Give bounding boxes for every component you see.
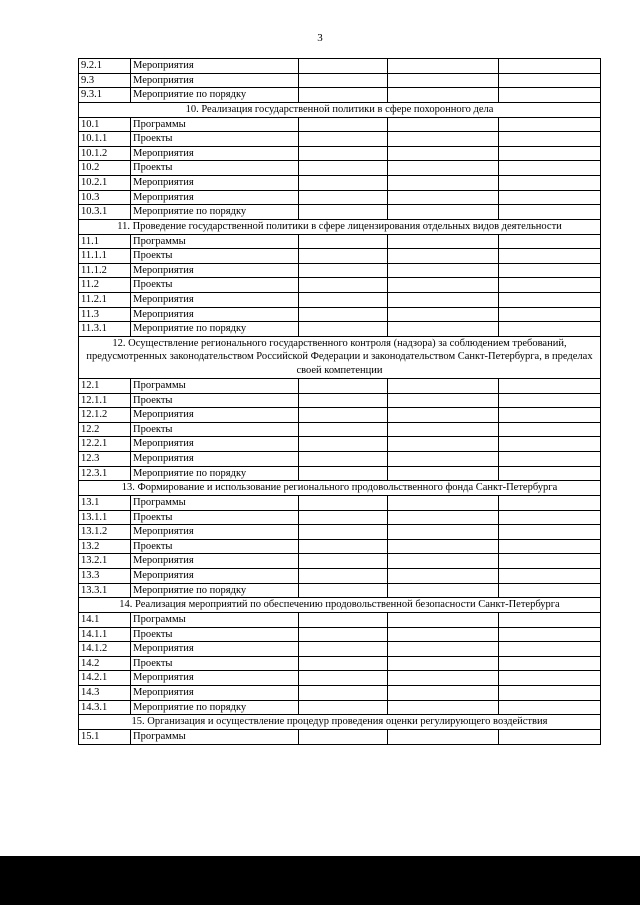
empty-cell: [499, 408, 601, 423]
table-row: [79, 656, 601, 671]
row-code: 12.3: [79, 452, 131, 467]
table-row: [79, 700, 601, 715]
table-row: [79, 117, 601, 132]
empty-cell: [499, 700, 601, 715]
empty-cell: [499, 554, 601, 569]
row-code: 15.1: [79, 729, 131, 744]
row-label: Программы: [131, 234, 299, 249]
empty-cell: [388, 539, 499, 554]
table-row: [79, 263, 601, 278]
empty-cell: [388, 700, 499, 715]
empty-cell: [299, 190, 388, 205]
row-label: Мероприятия: [131, 642, 299, 657]
empty-cell: [299, 525, 388, 540]
empty-cell: [499, 132, 601, 147]
empty-cell: [499, 278, 601, 293]
empty-cell: [499, 234, 601, 249]
section-header-row: [79, 715, 601, 730]
empty-cell: [388, 307, 499, 322]
empty-cell: [299, 642, 388, 657]
section-header-row: [79, 219, 601, 234]
empty-cell: [499, 627, 601, 642]
empty-cell: [388, 612, 499, 627]
empty-cell: [499, 496, 601, 511]
row-label: Мероприятия: [131, 408, 299, 423]
activities-table: [78, 58, 601, 745]
page-number: 3: [317, 32, 323, 44]
row-label: Мероприятия: [131, 437, 299, 452]
empty-cell: [299, 539, 388, 554]
table-row: [79, 161, 601, 176]
table-row: [79, 437, 601, 452]
empty-cell: [299, 569, 388, 584]
table-row: [79, 408, 601, 423]
empty-cell: [299, 656, 388, 671]
empty-cell: [299, 379, 388, 394]
row-code: 14.3: [79, 685, 131, 700]
empty-cell: [499, 539, 601, 554]
empty-cell: [499, 73, 601, 88]
empty-cell: [299, 422, 388, 437]
empty-cell: [499, 437, 601, 452]
empty-cell: [299, 175, 388, 190]
table-row: [79, 73, 601, 88]
empty-cell: [299, 307, 388, 322]
row-code: 14.2.1: [79, 671, 131, 686]
row-code: 11.3.1: [79, 322, 131, 337]
empty-cell: [388, 408, 499, 423]
row-label: Мероприятие по порядку: [131, 700, 299, 715]
row-label: Проекты: [131, 656, 299, 671]
empty-cell: [499, 642, 601, 657]
row-label: Мероприятия: [131, 190, 299, 205]
row-label: Проекты: [131, 249, 299, 264]
table-row: [79, 569, 601, 584]
empty-cell: [388, 729, 499, 744]
table-row: [79, 554, 601, 569]
empty-cell: [388, 452, 499, 467]
row-label: Мероприятия: [131, 59, 299, 74]
empty-cell: [499, 322, 601, 337]
empty-cell: [388, 656, 499, 671]
empty-cell: [499, 117, 601, 132]
empty-cell: [388, 685, 499, 700]
empty-cell: [299, 437, 388, 452]
table-row: [79, 278, 601, 293]
row-label: Мероприятия: [131, 452, 299, 467]
empty-cell: [499, 729, 601, 744]
table-row: [79, 307, 601, 322]
row-code: 12.1.2: [79, 408, 131, 423]
row-code: 11.1.1: [79, 249, 131, 264]
empty-cell: [499, 307, 601, 322]
section-header-row: [79, 598, 601, 613]
row-code: 11.2.1: [79, 292, 131, 307]
empty-cell: [499, 583, 601, 598]
empty-cell: [388, 292, 499, 307]
empty-cell: [299, 249, 388, 264]
empty-cell: [299, 146, 388, 161]
empty-cell: [299, 554, 388, 569]
row-label: Мероприятия: [131, 292, 299, 307]
row-code: 11.3: [79, 307, 131, 322]
row-code: 9.2.1: [79, 59, 131, 74]
table-row: [79, 539, 601, 554]
row-label: Проекты: [131, 278, 299, 293]
section-title: 15. Организация и осуществление процедур проведения оценки регулирующего воздействия: [79, 715, 601, 730]
table-row: [79, 175, 601, 190]
empty-cell: [499, 249, 601, 264]
empty-cell: [388, 161, 499, 176]
empty-cell: [388, 263, 499, 278]
empty-cell: [499, 59, 601, 74]
empty-cell: [299, 88, 388, 103]
table-row: [79, 292, 601, 307]
row-code: 11.2: [79, 278, 131, 293]
empty-cell: [499, 452, 601, 467]
empty-cell: [299, 466, 388, 481]
empty-cell: [499, 656, 601, 671]
row-label: Мероприятие по порядку: [131, 205, 299, 220]
activities-table-body: [79, 59, 601, 745]
empty-cell: [299, 161, 388, 176]
row-label: Мероприятия: [131, 175, 299, 190]
row-code: 12.1: [79, 379, 131, 394]
empty-cell: [499, 292, 601, 307]
row-code: 13.2.1: [79, 554, 131, 569]
row-code: 10.2: [79, 161, 131, 176]
empty-cell: [388, 205, 499, 220]
empty-cell: [499, 510, 601, 525]
table-row: [79, 322, 601, 337]
empty-cell: [299, 132, 388, 147]
empty-cell: [299, 685, 388, 700]
row-code: 10.1.1: [79, 132, 131, 147]
row-code: 12.1.1: [79, 393, 131, 408]
empty-cell: [299, 292, 388, 307]
row-code: 12.2: [79, 422, 131, 437]
empty-cell: [388, 146, 499, 161]
empty-cell: [299, 452, 388, 467]
empty-cell: [388, 88, 499, 103]
empty-cell: [299, 583, 388, 598]
empty-cell: [499, 422, 601, 437]
empty-cell: [499, 685, 601, 700]
row-label: Проекты: [131, 422, 299, 437]
table-row: [79, 496, 601, 511]
empty-cell: [299, 408, 388, 423]
empty-cell: [299, 59, 388, 74]
empty-cell: [499, 466, 601, 481]
row-label: Мероприятия: [131, 671, 299, 686]
empty-cell: [388, 671, 499, 686]
table-row: [79, 379, 601, 394]
row-code: 13.3.1: [79, 583, 131, 598]
empty-cell: [499, 263, 601, 278]
empty-cell: [299, 496, 388, 511]
section-title: 12. Осуществление регионального государственного контроля (надзора) за соблюдением требований, предусмотренных законодательством Российской Федерации и законодательством Санкт-Петербурга, в пределах своей компетенции: [79, 336, 601, 378]
empty-cell: [499, 205, 601, 220]
empty-cell: [299, 73, 388, 88]
empty-cell: [499, 393, 601, 408]
row-label: Мероприятия: [131, 569, 299, 584]
row-label: Программы: [131, 496, 299, 511]
empty-cell: [499, 88, 601, 103]
empty-cell: [299, 700, 388, 715]
section-title: 11. Проведение государственной политики в сфере лицензирования отдельных видов деятельности: [79, 219, 601, 234]
empty-cell: [388, 190, 499, 205]
empty-cell: [388, 322, 499, 337]
row-code: 14.1.2: [79, 642, 131, 657]
row-label: Мероприятия: [131, 685, 299, 700]
row-code: 9.3: [79, 73, 131, 88]
row-label: Мероприятие по порядку: [131, 88, 299, 103]
empty-cell: [388, 132, 499, 147]
empty-cell: [388, 393, 499, 408]
empty-cell: [388, 117, 499, 132]
row-label: Программы: [131, 729, 299, 744]
row-label: Мероприятия: [131, 554, 299, 569]
table-row: [79, 612, 601, 627]
row-code: 10.2.1: [79, 175, 131, 190]
empty-cell: [499, 612, 601, 627]
row-label: Проекты: [131, 393, 299, 408]
row-code: 13.3: [79, 569, 131, 584]
row-code: 10.1: [79, 117, 131, 132]
empty-cell: [388, 496, 499, 511]
empty-cell: [388, 59, 499, 74]
empty-cell: [388, 175, 499, 190]
empty-cell: [499, 525, 601, 540]
empty-cell: [299, 510, 388, 525]
row-label: Проекты: [131, 132, 299, 147]
row-label: Программы: [131, 117, 299, 132]
row-code: 12.3.1: [79, 466, 131, 481]
empty-cell: [299, 729, 388, 744]
empty-cell: [499, 175, 601, 190]
row-label: Проекты: [131, 627, 299, 642]
empty-cell: [499, 671, 601, 686]
row-code: 10.3: [79, 190, 131, 205]
empty-cell: [299, 322, 388, 337]
row-code: 13.2: [79, 539, 131, 554]
table-row: [79, 627, 601, 642]
row-code: 14.3.1: [79, 700, 131, 715]
table-row: [79, 146, 601, 161]
row-code: 13.1.2: [79, 525, 131, 540]
row-label: Мероприятие по порядку: [131, 466, 299, 481]
empty-cell: [388, 510, 499, 525]
table-row: [79, 249, 601, 264]
empty-cell: [388, 569, 499, 584]
empty-cell: [388, 642, 499, 657]
section-title: 13. Формирование и использование регионального продовольственного фонда Санкт-Петербурга: [79, 481, 601, 496]
table-row: [79, 422, 601, 437]
table-row: [79, 393, 601, 408]
row-code: 12.2.1: [79, 437, 131, 452]
row-code: 9.3.1: [79, 88, 131, 103]
empty-cell: [388, 583, 499, 598]
row-label: Мероприятия: [131, 525, 299, 540]
row-code: 13.1: [79, 496, 131, 511]
row-label: Мероприятия: [131, 263, 299, 278]
empty-cell: [299, 671, 388, 686]
row-label: Программы: [131, 379, 299, 394]
row-label: Проекты: [131, 539, 299, 554]
empty-cell: [299, 117, 388, 132]
section-title: 10. Реализация государственной политики в сфере похоронного дела: [79, 102, 601, 117]
row-code: 14.2: [79, 656, 131, 671]
empty-cell: [388, 278, 499, 293]
row-code: 13.1.1: [79, 510, 131, 525]
empty-cell: [299, 278, 388, 293]
empty-cell: [388, 525, 499, 540]
empty-cell: [499, 569, 601, 584]
table-row: [79, 59, 601, 74]
empty-cell: [299, 612, 388, 627]
empty-cell: [299, 393, 388, 408]
row-label: Мероприятия: [131, 146, 299, 161]
section-header-row: [79, 102, 601, 117]
scan-bottom-edge: [0, 856, 640, 905]
table-row: [79, 525, 601, 540]
row-code: 11.1: [79, 234, 131, 249]
section-title: 14. Реализация мероприятий по обеспечению продовольственной безопасности Санкт-Петербурга: [79, 598, 601, 613]
empty-cell: [388, 627, 499, 642]
empty-cell: [299, 263, 388, 278]
table-row: [79, 205, 601, 220]
table-row: [79, 729, 601, 744]
table-row: [79, 452, 601, 467]
table-row: [79, 671, 601, 686]
row-code: 10.1.2: [79, 146, 131, 161]
row-code: 14.1.1: [79, 627, 131, 642]
table-row: [79, 583, 601, 598]
empty-cell: [388, 379, 499, 394]
empty-cell: [299, 205, 388, 220]
section-header-row: [79, 336, 601, 378]
empty-cell: [499, 190, 601, 205]
empty-cell: [388, 466, 499, 481]
empty-cell: [388, 234, 499, 249]
empty-cell: [499, 161, 601, 176]
table-row: [79, 466, 601, 481]
empty-cell: [499, 379, 601, 394]
table-row: [79, 510, 601, 525]
table-row: [79, 88, 601, 103]
row-label: Мероприятие по порядку: [131, 322, 299, 337]
table-row: [79, 642, 601, 657]
empty-cell: [388, 554, 499, 569]
empty-cell: [388, 437, 499, 452]
empty-cell: [499, 146, 601, 161]
table-row: [79, 234, 601, 249]
table-row: [79, 685, 601, 700]
empty-cell: [388, 422, 499, 437]
row-label: Мероприятия: [131, 73, 299, 88]
row-label: Мероприятие по порядку: [131, 583, 299, 598]
table-row: [79, 190, 601, 205]
empty-cell: [388, 249, 499, 264]
row-label: Проекты: [131, 161, 299, 176]
row-code: 11.1.2: [79, 263, 131, 278]
row-label: Мероприятия: [131, 307, 299, 322]
row-code: 10.3.1: [79, 205, 131, 220]
section-header-row: [79, 481, 601, 496]
row-code: 14.1: [79, 612, 131, 627]
empty-cell: [299, 234, 388, 249]
row-label: Проекты: [131, 510, 299, 525]
empty-cell: [388, 73, 499, 88]
table-row: [79, 132, 601, 147]
row-label: Программы: [131, 612, 299, 627]
empty-cell: [299, 627, 388, 642]
